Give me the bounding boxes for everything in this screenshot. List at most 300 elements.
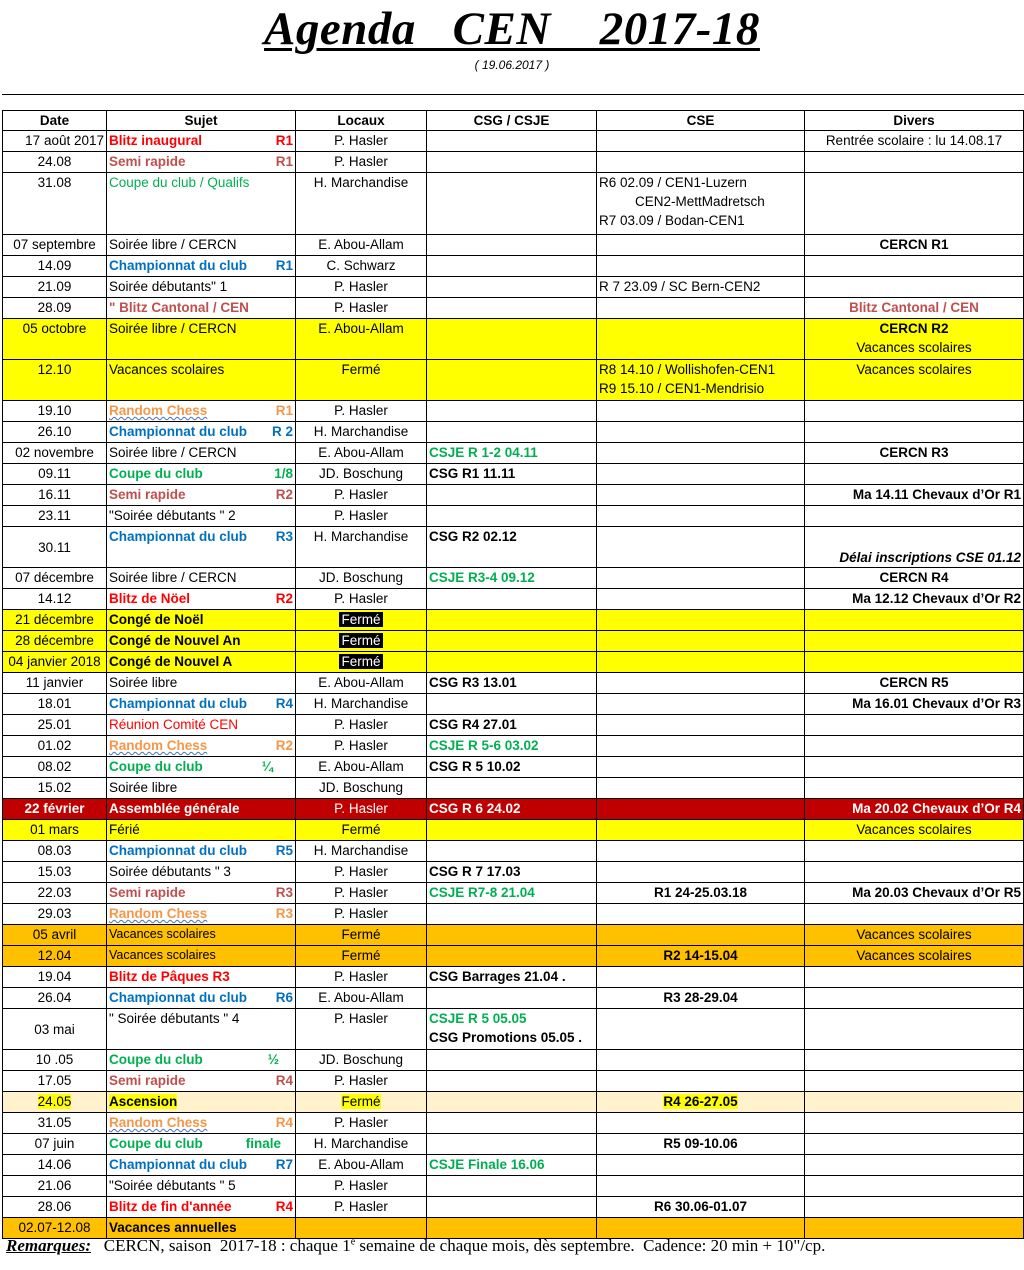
- date-cell: 09.11: [3, 464, 107, 485]
- subject-cell: Blitz de Pâques R3: [107, 967, 296, 988]
- table-row: [3, 631, 1024, 652]
- date-cell: 12.04: [3, 946, 107, 967]
- csg-cell: [427, 485, 597, 506]
- cse-cell: [597, 757, 805, 778]
- misc-cell: [805, 1197, 1024, 1218]
- subject-cell: Coupe du club 1/8: [107, 464, 296, 485]
- csg-cell: CSJE R 5-6 03.02: [427, 736, 597, 757]
- date-cell: 01.02: [3, 736, 107, 757]
- subject-cell: Random Chess R1: [107, 401, 296, 422]
- csg-cell: CSJE Finale 16.06: [427, 1155, 597, 1176]
- date-cell: 22 février: [3, 799, 107, 820]
- subject-cell: Blitz de fin d'année R4: [107, 1197, 296, 1218]
- cse-cell: [597, 131, 805, 152]
- cse-cell: [597, 799, 805, 820]
- date-cell: 05 avril: [3, 925, 107, 946]
- date-cell: 02 novembre: [3, 443, 107, 464]
- misc-line: CERCN R2: [879, 321, 949, 336]
- cse-cell: [597, 610, 805, 631]
- misc-cell: Rentrée scolaire : lu 14.08.17: [805, 131, 1024, 152]
- cse-cell: [597, 1113, 805, 1134]
- date-cell: 28.06: [3, 1197, 107, 1218]
- table-row: [3, 610, 1024, 631]
- subject-cell: Coupe du club finale: [107, 1134, 296, 1155]
- subject-cell: Vacances annuelles: [107, 1218, 296, 1239]
- csg-cell: [427, 1009, 597, 1050]
- cse-cell: [597, 862, 805, 883]
- page-title: Agenda CEN 2017-18: [264, 3, 760, 55]
- csg-cell: [427, 946, 597, 967]
- venue-cell: P. Hasler: [296, 862, 427, 883]
- date-cell: 21.06: [3, 1176, 107, 1197]
- table-header-row: [3, 111, 1024, 131]
- csg-cell: CSG R2 02.12: [427, 527, 597, 568]
- cse-cell: [597, 173, 805, 235]
- csg-cell: [427, 422, 597, 443]
- subject-cell: Congé de Noël: [107, 610, 296, 631]
- date-cell: 07 juin: [3, 1134, 107, 1155]
- cse-cell: [597, 589, 805, 610]
- date-cell: 15.02: [3, 778, 107, 799]
- table-row: [3, 799, 1024, 820]
- misc-cell: [805, 1050, 1024, 1071]
- date-cell: 14.06: [3, 1155, 107, 1176]
- table-row: [3, 1134, 1024, 1155]
- remarks-label: Remarques:: [6, 1236, 91, 1255]
- subject-cell: Random Chess R3: [107, 904, 296, 925]
- venue-cell: E. Abou-Allam: [296, 235, 427, 256]
- venue-cell: Fermé: [296, 820, 427, 841]
- cse-cell: [597, 925, 805, 946]
- venue-cell: P. Hasler: [296, 298, 427, 319]
- subject-cell: Soirée libre: [107, 673, 296, 694]
- cse-cell: [597, 1050, 805, 1071]
- cse-cell: R 7 23.09 / SC Bern-CEN2: [597, 277, 805, 298]
- csg-cell: CSG R 5 10.02: [427, 757, 597, 778]
- remarks-superscript: e: [350, 1236, 356, 1248]
- misc-cell: [805, 1009, 1024, 1050]
- table-row: [3, 652, 1024, 673]
- misc-cell: CERCN R5: [805, 673, 1024, 694]
- csg-cell: [427, 1071, 597, 1092]
- subject-cell: Championnat du club R4: [107, 694, 296, 715]
- date-cell: 28 décembre: [3, 631, 107, 652]
- venue-cell: E. Abou-Allam: [296, 443, 427, 464]
- table-row: [3, 1092, 1024, 1113]
- subject-cell: "Soirée débutants " 5: [107, 1176, 296, 1197]
- csg-cell: [427, 904, 597, 925]
- misc-cell: Délai inscriptions CSE 01.12: [805, 527, 1024, 568]
- table-row: [3, 715, 1024, 736]
- misc-cell: [805, 736, 1024, 757]
- table-row: [3, 422, 1024, 443]
- cse-cell: [597, 820, 805, 841]
- table-row: [3, 673, 1024, 694]
- venue-cell: Fermé: [296, 925, 427, 946]
- venue-cell: Fermé: [296, 631, 427, 652]
- venue-cell: H. Marchandise: [296, 527, 427, 568]
- misc-cell: [805, 988, 1024, 1009]
- venue-cell: Fermé: [296, 652, 427, 673]
- table-row: [3, 589, 1024, 610]
- subject-cell: Coupe du club / Qualifs: [107, 173, 296, 235]
- table-row: [3, 1155, 1024, 1176]
- venue-cell: P. Hasler: [296, 1176, 427, 1197]
- venue-cell: JD. Boschung: [296, 1050, 427, 1071]
- misc-cell: Vacances scolaires: [805, 925, 1024, 946]
- table-row: [3, 694, 1024, 715]
- csg-cell: [427, 652, 597, 673]
- subject-cell: Semi rapide R4: [107, 1071, 296, 1092]
- misc-cell: [805, 778, 1024, 799]
- misc-cell: Ma 16.01 Chevaux d’Or R3: [805, 694, 1024, 715]
- venue-cell: H. Marchandise: [296, 422, 427, 443]
- misc-cell: [805, 1155, 1024, 1176]
- venue-cell: P. Hasler: [296, 277, 427, 298]
- table-row: [3, 778, 1024, 799]
- subject-cell: Soirée libre / CERCN: [107, 319, 296, 360]
- misc-cell: Ma 20.02 Chevaux d’Or R4: [805, 799, 1024, 820]
- cse-cell: [597, 256, 805, 277]
- csg-cell: CSG R 6 24.02: [427, 799, 597, 820]
- table-row: [3, 904, 1024, 925]
- date-cell: 14.12: [3, 589, 107, 610]
- table-row: [3, 1176, 1024, 1197]
- table-row: [3, 1113, 1024, 1134]
- misc-cell: [805, 1176, 1024, 1197]
- subject-cell: " Blitz Cantonal / CEN: [107, 298, 296, 319]
- cse-cell: R6 30.06-01.07: [597, 1197, 805, 1218]
- table-row: [3, 946, 1024, 967]
- cse-cell: R5 09-10.06: [597, 1134, 805, 1155]
- misc-cell: CERCN R4: [805, 568, 1024, 589]
- date-cell: 28.09: [3, 298, 107, 319]
- cse-cell: [597, 904, 805, 925]
- table-row: [3, 443, 1024, 464]
- cse-cell: [597, 360, 805, 401]
- venue-cell: E. Abou-Allam: [296, 319, 427, 360]
- csg-line: CSG Promotions 05.05 .: [429, 1030, 583, 1045]
- table-row: [3, 319, 1024, 360]
- csg-cell: [427, 1092, 597, 1113]
- csg-cell: [427, 988, 597, 1009]
- misc-cell: [805, 1113, 1024, 1134]
- csg-cell: [427, 610, 597, 631]
- misc-cell: [805, 256, 1024, 277]
- cse-cell: [597, 464, 805, 485]
- cse-cell: [597, 527, 805, 568]
- venue-cell: C. Schwarz: [296, 256, 427, 277]
- csg-cell: [427, 401, 597, 422]
- table-row: [3, 988, 1024, 1009]
- subject-cell: Soirée débutants" 1: [107, 277, 296, 298]
- date-cell: 03 mai: [3, 1009, 107, 1050]
- date-cell: 04 janvier 2018: [3, 652, 107, 673]
- table-row: [3, 464, 1024, 485]
- subject-cell: Vacances scolaires: [107, 925, 296, 946]
- misc-cell: [805, 967, 1024, 988]
- csg-cell: CSG R1 11.11: [427, 464, 597, 485]
- csg-cell: [427, 1113, 597, 1134]
- table-row: [3, 820, 1024, 841]
- misc-cell: CERCN R3: [805, 443, 1024, 464]
- venue-cell: P. Hasler: [296, 589, 427, 610]
- date-cell: 19.04: [3, 967, 107, 988]
- subject-cell: Blitz de Nöel R2: [107, 589, 296, 610]
- misc-cell: [805, 173, 1024, 235]
- misc-cell: [805, 319, 1024, 360]
- venue-cell: E. Abou-Allam: [296, 673, 427, 694]
- table-row: [3, 1197, 1024, 1218]
- cse-cell: R1 24-25.03.18: [597, 883, 805, 904]
- date-cell: 26.10: [3, 422, 107, 443]
- column-header: CSE: [597, 111, 805, 131]
- cse-cell: [597, 652, 805, 673]
- subject-cell: Championnat du club R3: [107, 527, 296, 568]
- subject-cell: Soirée libre / CERCN: [107, 235, 296, 256]
- date-cell: 05 octobre: [3, 319, 107, 360]
- csg-cell: [427, 235, 597, 256]
- table-row: [3, 736, 1024, 757]
- date-cell: 08.03: [3, 841, 107, 862]
- subject-cell: Vacances scolaires: [107, 946, 296, 967]
- cse-cell: [597, 1071, 805, 1092]
- cse-cell: R2 14-15.04: [597, 946, 805, 967]
- cse-cell: [597, 841, 805, 862]
- misc-cell: [805, 277, 1024, 298]
- csg-cell: [427, 1176, 597, 1197]
- table-row: [3, 1050, 1024, 1071]
- date-cell: 31.05: [3, 1113, 107, 1134]
- remarks-text: CERCN, saison 2017-18 : chaque 1: [91, 1236, 351, 1255]
- cse-cell: [597, 1176, 805, 1197]
- csg-cell: [427, 778, 597, 799]
- misc-cell: [805, 422, 1024, 443]
- table-row: [3, 925, 1024, 946]
- venue-cell: H. Marchandise: [296, 841, 427, 862]
- cse-cell: [597, 506, 805, 527]
- misc-cell: [805, 904, 1024, 925]
- venue-cell: P. Hasler: [296, 152, 427, 173]
- subject-cell: Championnat du club R1: [107, 256, 296, 277]
- venue-cell: Fermé: [296, 360, 427, 401]
- table-row: [3, 235, 1024, 256]
- venue-cell: P. Hasler: [296, 506, 427, 527]
- date-cell: 17 août 2017: [3, 131, 107, 152]
- subject-cell: Random Chess R2: [107, 736, 296, 757]
- misc-cell: [805, 401, 1024, 422]
- date-note: ( 19.06.2017 ): [474, 58, 550, 72]
- table-row: [3, 967, 1024, 988]
- cse-cell: [597, 715, 805, 736]
- column-header: Locaux: [296, 111, 427, 131]
- table-row: [3, 131, 1024, 152]
- cse-cell: [597, 319, 805, 360]
- misc-cell: [805, 1134, 1024, 1155]
- venue-cell: P. Hasler: [296, 1071, 427, 1092]
- cse-line: CEN2-MettMadretsch: [635, 194, 765, 209]
- cse-cell: [597, 401, 805, 422]
- date-cell: 14.09: [3, 256, 107, 277]
- table-row: [3, 862, 1024, 883]
- csg-cell: CSG R3 13.01: [427, 673, 597, 694]
- misc-cell: [805, 862, 1024, 883]
- cse-cell: [597, 235, 805, 256]
- csg-cell: [427, 694, 597, 715]
- date-cell: 10 .05: [3, 1050, 107, 1071]
- table-row: [3, 506, 1024, 527]
- misc-cell: Ma 20.03 Chevaux d’Or R5: [805, 883, 1024, 904]
- subject-cell: Semi rapide R1: [107, 152, 296, 173]
- date-cell: 24.05: [3, 1092, 107, 1113]
- table-row: [3, 485, 1024, 506]
- csg-cell: CSJE R 1-2 04.11: [427, 443, 597, 464]
- subject-cell: Random Chess R4: [107, 1113, 296, 1134]
- date-cell: 24.08: [3, 152, 107, 173]
- venue-cell: JD. Boschung: [296, 778, 427, 799]
- subject-cell: Vacances scolaires: [107, 360, 296, 401]
- subject-cell: Coupe du club ½: [107, 1050, 296, 1071]
- venue-cell: P. Hasler: [296, 401, 427, 422]
- venue-cell: P. Hasler: [296, 799, 427, 820]
- misc-cell: Vacances scolaires: [805, 946, 1024, 967]
- table-row: [3, 568, 1024, 589]
- venue-cell: P. Hasler: [296, 715, 427, 736]
- date-cell: 17.05: [3, 1071, 107, 1092]
- misc-cell: [805, 610, 1024, 631]
- subject-cell: Ascension: [107, 1092, 296, 1113]
- cse-cell: R4 26-27.05: [597, 1092, 805, 1113]
- cse-cell: [597, 422, 805, 443]
- subject-cell: Semi rapide R2: [107, 485, 296, 506]
- date-cell: 07 septembre: [3, 235, 107, 256]
- date-cell: 01 mars: [3, 820, 107, 841]
- csg-cell: [427, 1197, 597, 1218]
- cse-cell: [597, 631, 805, 652]
- misc-cell: [805, 506, 1024, 527]
- venue-cell: JD. Boschung: [296, 464, 427, 485]
- venue-cell: Fermé: [296, 946, 427, 967]
- csg-cell: [427, 131, 597, 152]
- date-cell: 02.07-12.08: [3, 1218, 107, 1239]
- divider: [2, 94, 1024, 95]
- csg-cell: [427, 319, 597, 360]
- date-cell: 29.03: [3, 904, 107, 925]
- venue-cell: E. Abou-Allam: [296, 988, 427, 1009]
- venue-cell: P. Hasler: [296, 485, 427, 506]
- misc-cell: [805, 631, 1024, 652]
- venue-cell: E. Abou-Allam: [296, 1155, 427, 1176]
- subject-cell: Assemblée générale: [107, 799, 296, 820]
- date-cell: 15.03: [3, 862, 107, 883]
- cse-cell: [597, 694, 805, 715]
- misc-cell: [805, 757, 1024, 778]
- misc-cell: Blitz Cantonal / CEN: [805, 298, 1024, 319]
- subject-cell: Soirée libre: [107, 778, 296, 799]
- csg-cell: [427, 506, 597, 527]
- venue-cell: JD. Boschung: [296, 568, 427, 589]
- misc-cell: [805, 1071, 1024, 1092]
- misc-cell: Ma 14.11 Chevaux d’Or R1: [805, 485, 1024, 506]
- subject-cell: Championnat du club R6: [107, 988, 296, 1009]
- table-row: [3, 883, 1024, 904]
- csg-cell: CSJE R3-4 09.12: [427, 568, 597, 589]
- csg-cell: [427, 152, 597, 173]
- misc-cell: [805, 841, 1024, 862]
- table-row: [3, 841, 1024, 862]
- misc-cell: [805, 715, 1024, 736]
- cse-cell: [597, 298, 805, 319]
- cse-cell: [597, 778, 805, 799]
- venue-cell: H. Marchandise: [296, 694, 427, 715]
- date-cell: 26.04: [3, 988, 107, 1009]
- subject-cell: Soirée libre / CERCN: [107, 443, 296, 464]
- venue-cell: E. Abou-Allam: [296, 757, 427, 778]
- subject-cell: Congé de Nouvel A: [107, 652, 296, 673]
- misc-cell: Ma 12.12 Chevaux d’Or R2: [805, 589, 1024, 610]
- column-header: Divers: [805, 111, 1024, 131]
- subject-cell: "Soirée débutants " 2: [107, 506, 296, 527]
- misc-cell: Vacances scolaires: [805, 360, 1024, 401]
- subject-cell: Soirée débutants " 3: [107, 862, 296, 883]
- venue-cell: P. Hasler: [296, 904, 427, 925]
- misc-cell: Vacances scolaires: [805, 820, 1024, 841]
- venue-cell: P. Hasler: [296, 1113, 427, 1134]
- date-cell: 16.11: [3, 485, 107, 506]
- subject-cell: Férié: [107, 820, 296, 841]
- venue-cell: P. Hasler: [296, 1009, 427, 1050]
- subject-cell: Semi rapide R3: [107, 883, 296, 904]
- date-cell: 31.08: [3, 173, 107, 235]
- table-row: [3, 1071, 1024, 1092]
- date-cell: 07 décembre: [3, 568, 107, 589]
- subject-cell: " Soirée débutants " 4: [107, 1009, 296, 1050]
- agenda-table: [2, 110, 1024, 1239]
- cse-line: R6 02.09 / CEN1-Luzern: [599, 175, 747, 190]
- csg-cell: [427, 1134, 597, 1155]
- date-cell: 30.11: [3, 527, 107, 568]
- date-cell: 25.01: [3, 715, 107, 736]
- cse-cell: [597, 443, 805, 464]
- subject-cell: Réunion Comité CEN: [107, 715, 296, 736]
- venue-cell: H. Marchandise: [296, 173, 427, 235]
- misc-cell: [805, 152, 1024, 173]
- subject-cell: Championnat du club R5: [107, 841, 296, 862]
- date-cell: 08.02: [3, 757, 107, 778]
- csg-cell: CSG R 7 17.03: [427, 862, 597, 883]
- cse-line: R7 03.09 / Bodan-CEN1: [599, 213, 745, 228]
- venue-cell: Fermé: [296, 1092, 427, 1113]
- cse-line: R9 15.10 / CEN1-Mendrisio: [599, 381, 765, 396]
- table-row: [3, 173, 1024, 235]
- misc-cell: [805, 1218, 1024, 1239]
- cse-line: R8 14.10 / Wollishofen-CEN1: [599, 362, 776, 377]
- csg-cell: [427, 277, 597, 298]
- table-row: [3, 277, 1024, 298]
- subject-cell: Coupe du club ¼: [107, 757, 296, 778]
- venue-cell: P. Hasler: [296, 131, 427, 152]
- csg-cell: CSJE R7-8 21.04: [427, 883, 597, 904]
- venue-cell: P. Hasler: [296, 967, 427, 988]
- cse-cell: R3 28-29.04: [597, 988, 805, 1009]
- csg-cell: CSG R4 27.01: [427, 715, 597, 736]
- cse-cell: [597, 1155, 805, 1176]
- subject-cell: Championnat du club R7: [107, 1155, 296, 1176]
- date-cell: 23.11: [3, 506, 107, 527]
- column-header: CSG / CSJE: [427, 111, 597, 131]
- table-row: [3, 757, 1024, 778]
- venue-cell: H. Marchandise: [296, 1134, 427, 1155]
